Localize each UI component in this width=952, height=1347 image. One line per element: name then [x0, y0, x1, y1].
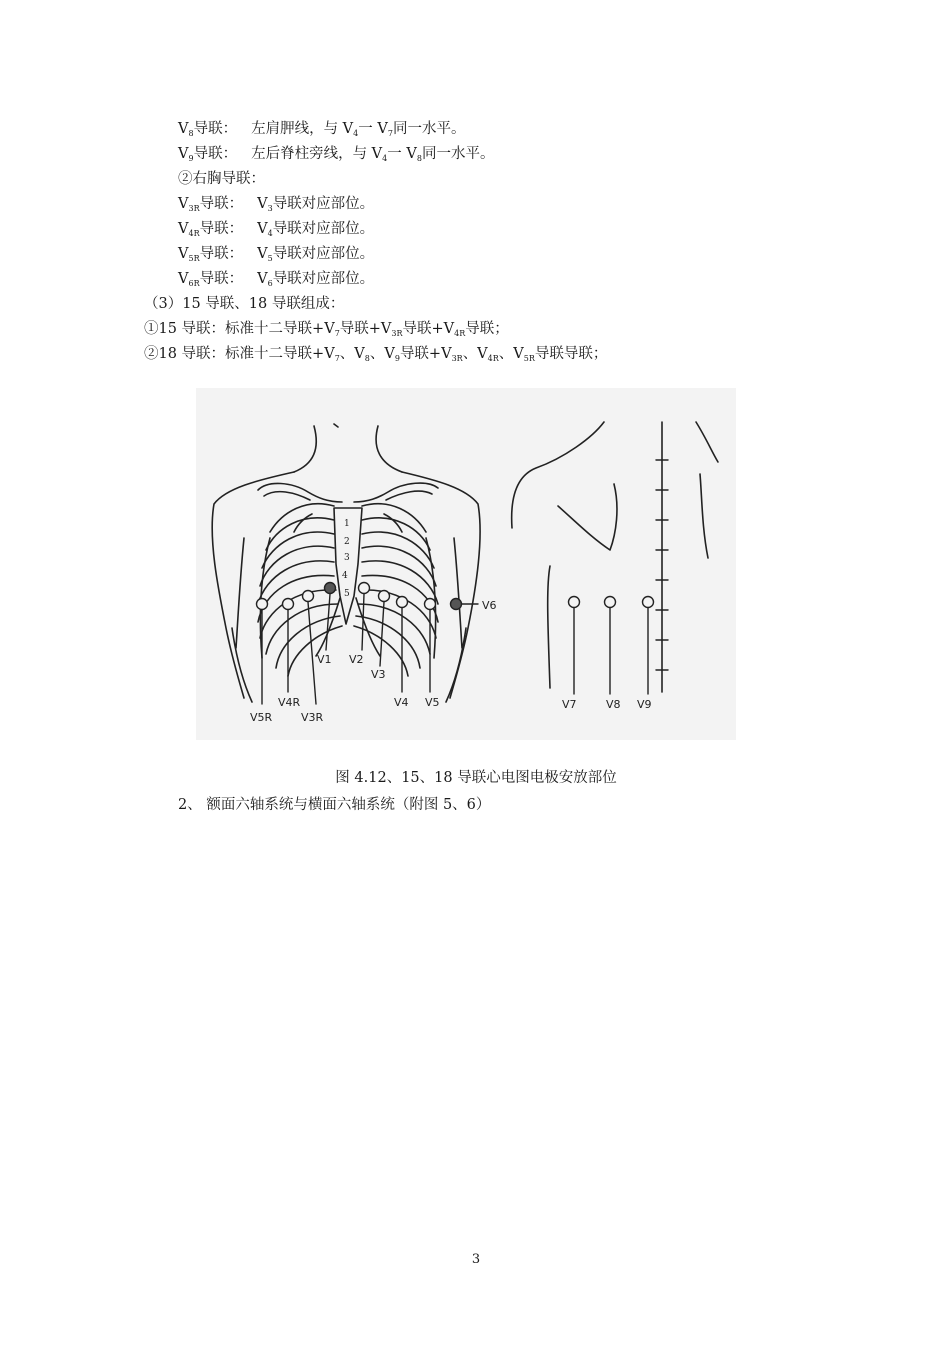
section-heading: 2、 额面六轴系统与横面六轴系统（附图 5、6）	[178, 797, 491, 813]
label-v1: V1	[317, 653, 332, 666]
lead-v9-line: $V_9$导联： 左后脊柱旁线，与 $V_4$一 $V_8$同一水平。	[178, 146, 495, 163]
rib-number-3: 3	[344, 553, 350, 563]
lead-v8-line: $V_8$导联： 左肩胛线，与 $V_4$一 $V_7$同一水平。	[178, 121, 466, 138]
electrode-v8	[605, 597, 616, 608]
lead-v6r-line: $V_{6R}$导联： $V_6$导联对应部位。	[178, 271, 375, 288]
lead-v3r-line: $V_{3R}$导联： $V_3$导联对应部位。	[178, 196, 375, 213]
rib-number-1: 1	[344, 519, 350, 529]
lead-v4r-line: $V_{4R}$导联： $V_4$导联对应部位。	[178, 221, 375, 238]
fifteen-lead-line: ①15 导联：标准十二导联$+V_7$导联$+V_{3R}$导联$+V_{4R}$导联；	[144, 321, 509, 338]
electrode-v9	[643, 597, 654, 608]
electrode-v5r	[257, 599, 268, 610]
label-v3r: V3R	[301, 711, 324, 724]
right-chest-heading: ②右胸导联：	[178, 171, 265, 187]
label-v4: V4	[394, 696, 409, 709]
electrode-placement-figure	[196, 388, 736, 740]
composition-heading: （3）15 导联、18 导联组成：	[144, 296, 345, 312]
eighteen-lead-line: ②18 导联：标准十二导联$+V_7$、$V_8$、$V_9$导联$+V_{3R}$、$V_{4R}$、$V_{5R}$导联导联；	[144, 346, 608, 363]
page-number: 3	[471, 1252, 481, 1267]
rib-number-5: 5	[344, 589, 350, 599]
figure-caption: 图 4.12、15、18 导联心电图电极安放部位	[335, 770, 617, 786]
label-v5r: V5R	[250, 711, 273, 724]
label-v4r: V4R	[278, 696, 301, 709]
electrode-v3	[379, 591, 390, 602]
label-v8: V8	[606, 698, 621, 711]
electrode-v4r	[283, 599, 294, 610]
figure-background	[196, 388, 736, 740]
electrode-v7	[569, 597, 580, 608]
electrode-v1	[325, 583, 336, 594]
rib-number-4: 4	[342, 571, 348, 581]
electrode-v5	[425, 599, 436, 610]
label-v7: V7	[562, 698, 577, 711]
label-v6: V6	[482, 599, 497, 612]
label-v9: V9	[637, 698, 652, 711]
label-v3: V3	[371, 668, 386, 681]
electrode-v3r	[303, 591, 314, 602]
electrode-v4	[397, 597, 408, 608]
rib-number-2: 2	[344, 537, 350, 547]
electrode-v6	[451, 599, 462, 610]
lead-v5r-line: $V_{5R}$导联： $V_5$导联对应部位。	[178, 246, 375, 263]
label-v5: V5	[425, 696, 440, 709]
electrode-v2	[359, 583, 370, 594]
label-v2: V2	[349, 653, 364, 666]
